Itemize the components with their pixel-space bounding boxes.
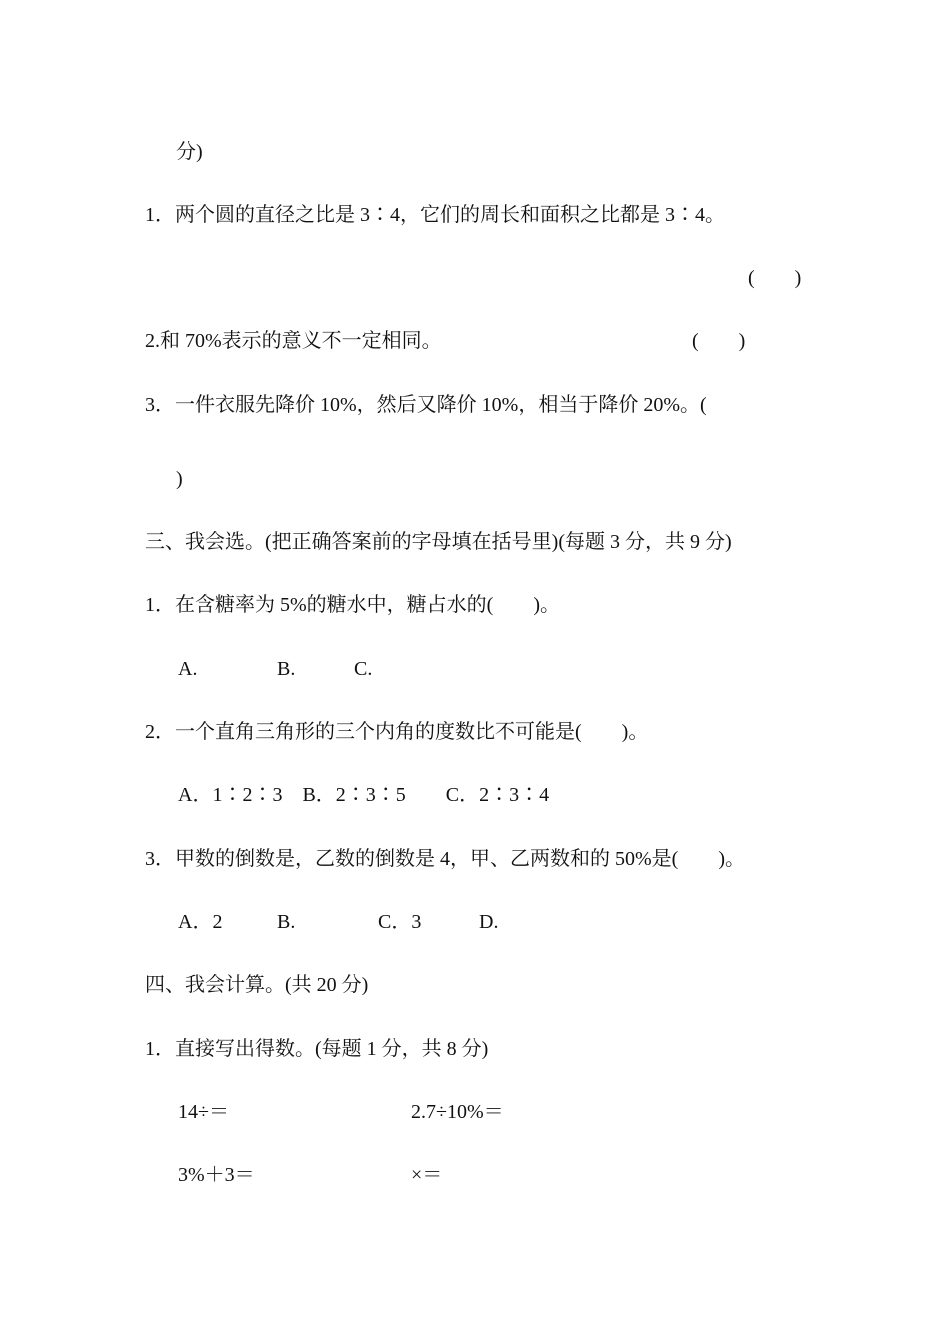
question-2-2: 2.和 70%表示的意义不一定相同。 [145, 330, 442, 352]
option-3-3-b[interactable]: B. [277, 911, 296, 933]
calc-item: 3%＋3＝ [178, 1164, 255, 1186]
answer-blank-2-1[interactable]: ( ) [748, 267, 802, 289]
answer-blank-2-3-close[interactable]: ) [176, 468, 183, 490]
answer-blank-2-2[interactable]: ( ) [692, 330, 746, 352]
calc-item: ×＝ [411, 1164, 443, 1186]
option-3-3-a[interactable]: A．2 [178, 911, 223, 933]
question-3-2: 2．一个直角三角形的三个内角的度数比不可能是( )。 [145, 721, 649, 743]
option-3-1-b[interactable]: B. [277, 658, 296, 680]
option-3-1-c[interactable]: C. [354, 658, 373, 680]
section3-heading: 三、我会选。(把正确答案前的字母填在括号里)(每题 3 分，共 9 分) [145, 531, 732, 553]
calc-item: 14÷＝ [178, 1101, 229, 1123]
calc-item: 2.7÷10%＝ [411, 1101, 504, 1123]
section4-heading: 四、我会计算。(共 20 分) [145, 974, 369, 996]
question-2-1: 1．两个圆的直径之比是 3∶4，它们的周长和面积之比都是 3∶4。 [145, 204, 725, 226]
section4-sub1: 1．直接写出得数。(每题 1 分，共 8 分) [145, 1038, 489, 1060]
question-2-3: 3．一件衣服先降价 10%，然后又降价 10%，相当于降价 20%。( [145, 394, 707, 416]
option-3-3-d[interactable]: D. [479, 911, 499, 933]
option-3-1-a[interactable]: A. [178, 658, 198, 680]
options-3-2[interactable]: A．1∶2∶3 B．2∶3∶5 C．2∶3∶4 [178, 784, 550, 806]
question-3-3: 3．甲数的倒数是，乙数的倒数是 4，甲、乙两数和的 50%是( )。 [145, 848, 745, 870]
section2-tail: 分) [176, 141, 203, 163]
question-3-1: 1．在含糖率为 5%的糖水中，糖占水的( )。 [145, 594, 560, 616]
option-3-3-c[interactable]: C．3 [378, 911, 422, 933]
